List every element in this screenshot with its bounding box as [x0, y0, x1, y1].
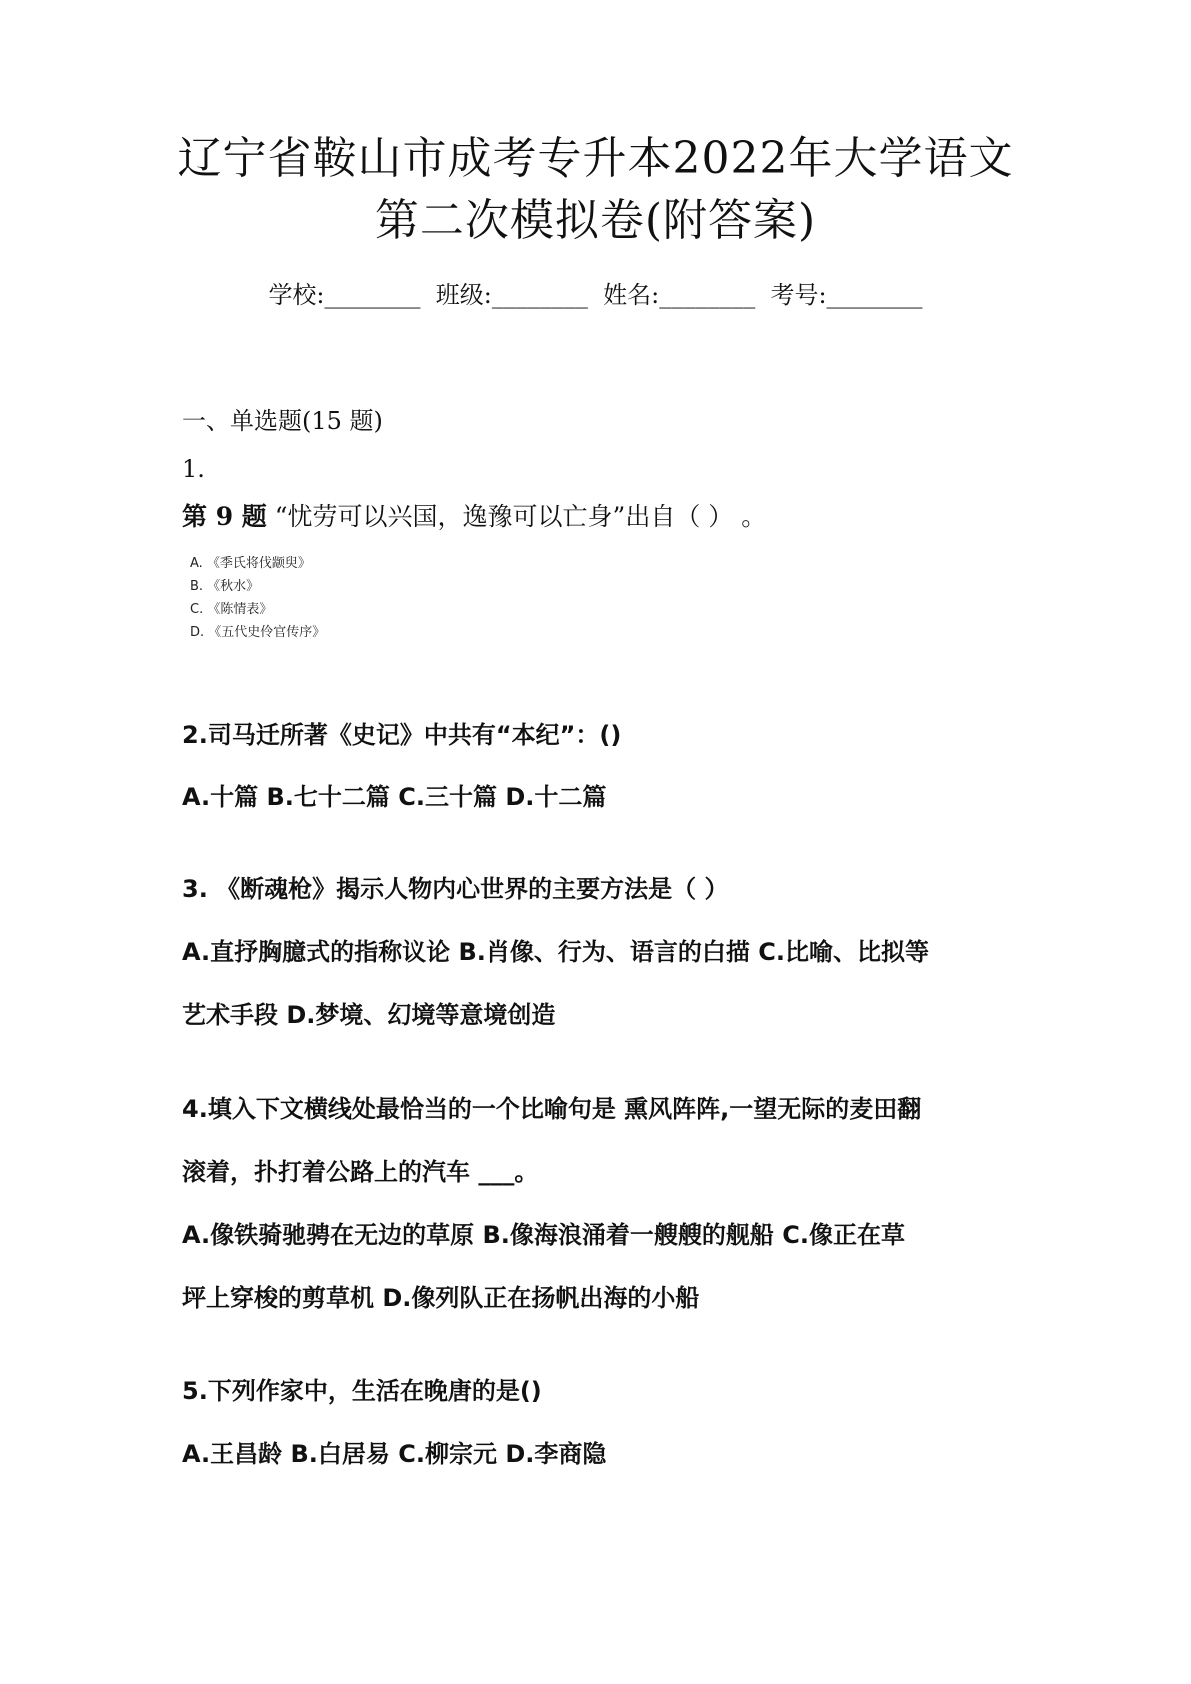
document-title-line-1: 辽宁省鞍山市成考专升本2022年大学语文: [177, 133, 1014, 184]
question-2-options: A.十篇 B.七十二篇 C.三十篇 D.十二篇: [182, 783, 607, 811]
question-1-stem: [182, 500, 766, 534]
question-4-options-line-1: A.像铁骑驰骋在无边的草原 B.像海浪涌着一艘艘的舰船 C.像正在草: [182, 1221, 905, 1249]
question-4-stem-line-1: 4.填入下文横线处最恰当的一个比喻句是 熏风阵阵,一望无际的麦田翻: [182, 1095, 922, 1123]
question-1-text: “忧劳可以兴国，逸豫可以亡身”出自（ ） 。: [274, 502, 767, 531]
question-3-options-line-2: 艺术手段 D.梦境、幻境等意境创造: [182, 1001, 556, 1029]
section-heading: 一、单选题(15 题): [182, 407, 383, 435]
question-1-option-b: B. 《秋水》: [190, 579, 260, 594]
question-1-number: 1.: [182, 455, 205, 483]
question-1-option-c: C. 《陈情表》: [190, 602, 273, 617]
question-5-stem: 5.下列作家中，生活在晚唐的是(): [182, 1377, 542, 1405]
question-3-stem: 3. 《断魂枪》揭示人物内心世界的主要方法是（ ）: [182, 875, 729, 903]
question-3-options-line-1: A.直抒胸臆式的指称议论 B.肖像、行为、语言的白描 C.比喻、比拟等: [182, 938, 929, 966]
question-5-options: A.王昌龄 B.白居易 C.柳宗元 D.李商隐: [182, 1440, 607, 1468]
question-1-label: 第 9 题: [182, 502, 267, 531]
question-4-stem-line-2: 滚着，扑打着公路上的汽车 ___。: [182, 1158, 539, 1186]
question-1-option-a: A. 《季氏将伐颛臾》: [190, 556, 311, 571]
question-1-option-d: D. 《五代史伶官传序》: [190, 625, 326, 640]
student-info-line: 学校:________ 班级:________ 姓名:________ 考号:________: [268, 281, 923, 309]
question-2-stem: 2.司马迁所著《史记》中共有“本纪”：(): [182, 721, 622, 749]
question-4-options-line-2: 坪上穿梭的剪草机 D.像列队正在扬帆出海的小船: [182, 1284, 700, 1312]
document-title-line-2: 第二次模拟卷(附答案): [374, 195, 817, 246]
